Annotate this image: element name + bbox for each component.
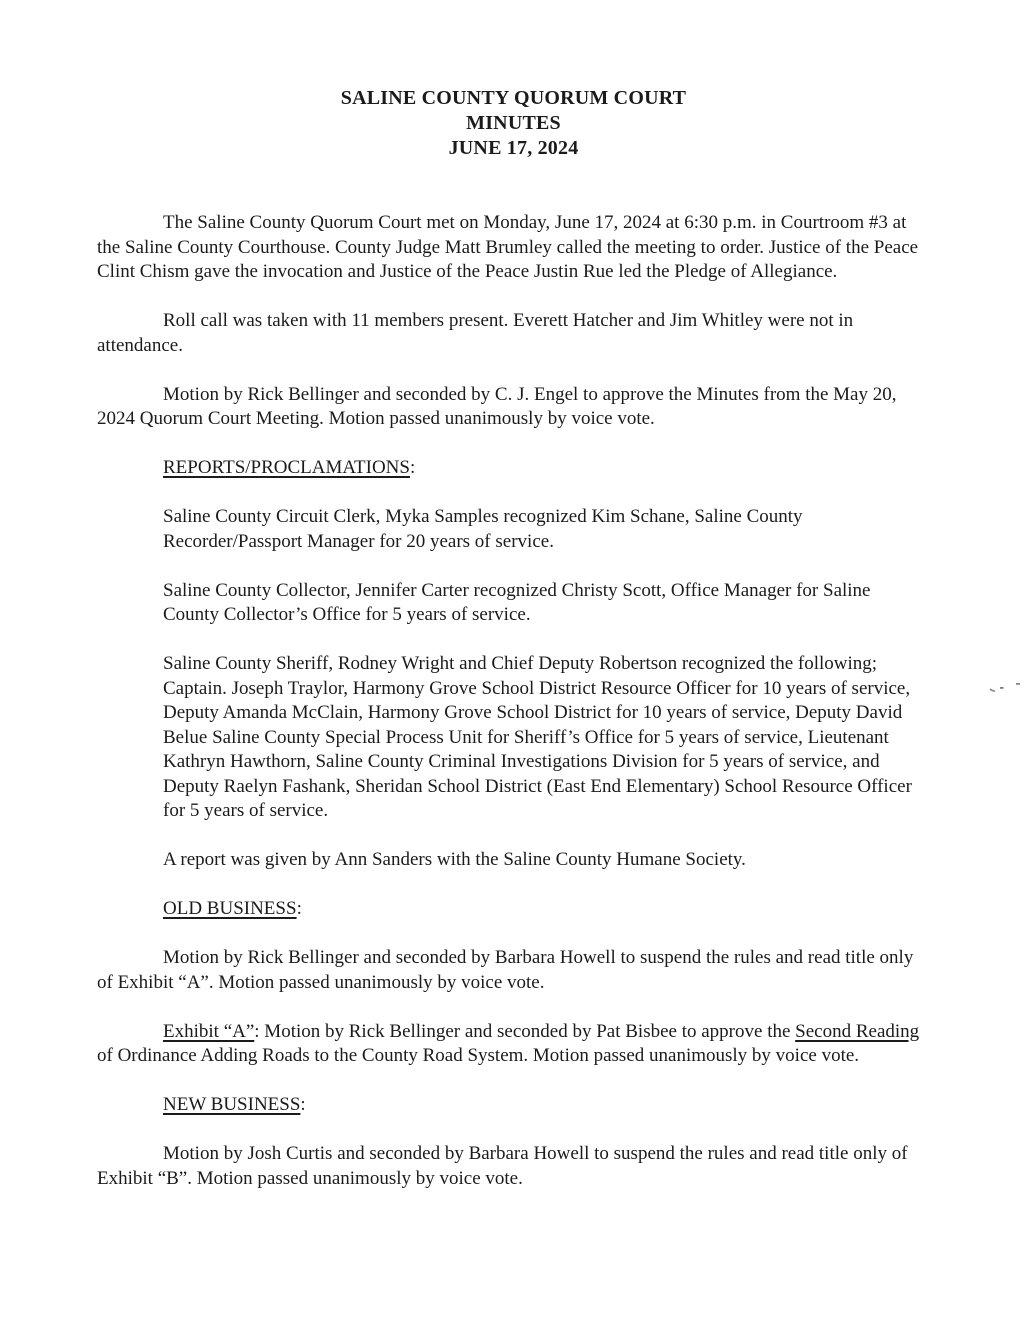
title-court-name: SALINE COUNTY QUORUM COURT [340,87,687,109]
scan-artifact [988,680,1022,694]
scan-artifact-marks [988,680,1022,694]
paragraph-minutes-approval: Motion by Rick Bellinger and seconded by C. J. Engel to approve the Minutes from the May 20, 2024 Quorum Court Meeting. Motion passed unanimously by voice vote. [97,383,897,429]
exhibit-a-second-reading: Second Reading [795,1020,920,1042]
paragraph-exhibit-a [97,1020,930,1069]
heading-new-business [97,1093,930,1118]
paragraph-suspend-rules-b: Motion by Josh Curtis and seconded by Barbara Howell to suspend the rules and read title only of Exhibit “B”. Motion passed unanimously by voice vote. [97,1143,908,1189]
document-title [97,86,930,161]
heading-reports-proclamations [97,456,930,481]
heading-old-business-label: OLD BUSINESS [163,898,297,919]
paragraph-circuit-clerk: Saline County Circuit Clerk, Myka Samples recognized Kim Schane, Saline County Recorder/Passport Manager for 20 years of service. [163,506,803,552]
paragraph-roll-call: Roll call was taken with 11 members present. Everett Hatcher and Jim Whitley were not in attendance. [97,310,854,356]
heading-new-business-colon: : [300,1094,306,1115]
heading-new-business-label: NEW BUSINESS [163,1094,301,1115]
paragraph-suspend-rules-a: Motion by Rick Bellinger and seconded by Barbara Howell to suspend the rules and read title only of Exhibit “A”. Motion passed unanimously by voice vote. [97,947,914,993]
paragraph-humane-society: A report was given by Ann Sanders with the Saline County Humane Society. [163,849,746,870]
heading-old-business [97,897,930,922]
title-doc-type: MINUTES [466,112,561,134]
paragraph-sheriff: Saline County Sheriff, Rodney Wright and Chief Deputy Robertson recognized the following; Captain. Joseph Traylor, Harmony Grove School District Resource Officer for 10 years of service, Deputy Amanda McClain, Harmony Grove School District for 10 years of service, Deputy David Belue Saline County Special Process Unit for Sheriff’s Office for 5 years of service, Lieutenant Kathryn Hawthorn, Saline County Criminal Investigations Division for 5 years of service, and Deputy Raelyn Fashank, Sheridan School District (East End Elementary) School Resource Officer for 5 years of service. [163,653,912,821]
heading-reports-label: REPORTS/PROCLAMATIONS [163,457,410,478]
paragraph-collector: Saline County Collector, Jennifer Carter recognized Christy Scott, Office Manager for Saline County Collector’s Office for 5 years of service. [163,579,871,625]
minutes-document [97,86,930,1191]
title-date: JUNE 17, 2024 [448,137,579,159]
exhibit-a-rest-text: of Ordinance Adding Roads to the County Road System. Motion passed unanimously by voice vote. [97,1045,860,1066]
heading-old-business-colon: : [296,898,302,919]
heading-reports-colon: : [409,457,416,478]
paragraph-opening: The Saline County Quorum Court met on Monday, June 17, 2024 at 6:30 p.m. in Courtroom #3 at the Saline County Courthouse. County Judge Matt Brumley called the meeting to order. Justice of the Peace Clint Chism gave the invocation and Justice of the Peace Justin Rue led the Pledge of Allegiance. [97,212,919,282]
exhibit-a-label: Exhibit “A” [163,1020,255,1042]
exhibit-a-middle-text: : Motion by Rick Bellinger and seconded by Pat Bisbee to approve the [254,1020,796,1042]
